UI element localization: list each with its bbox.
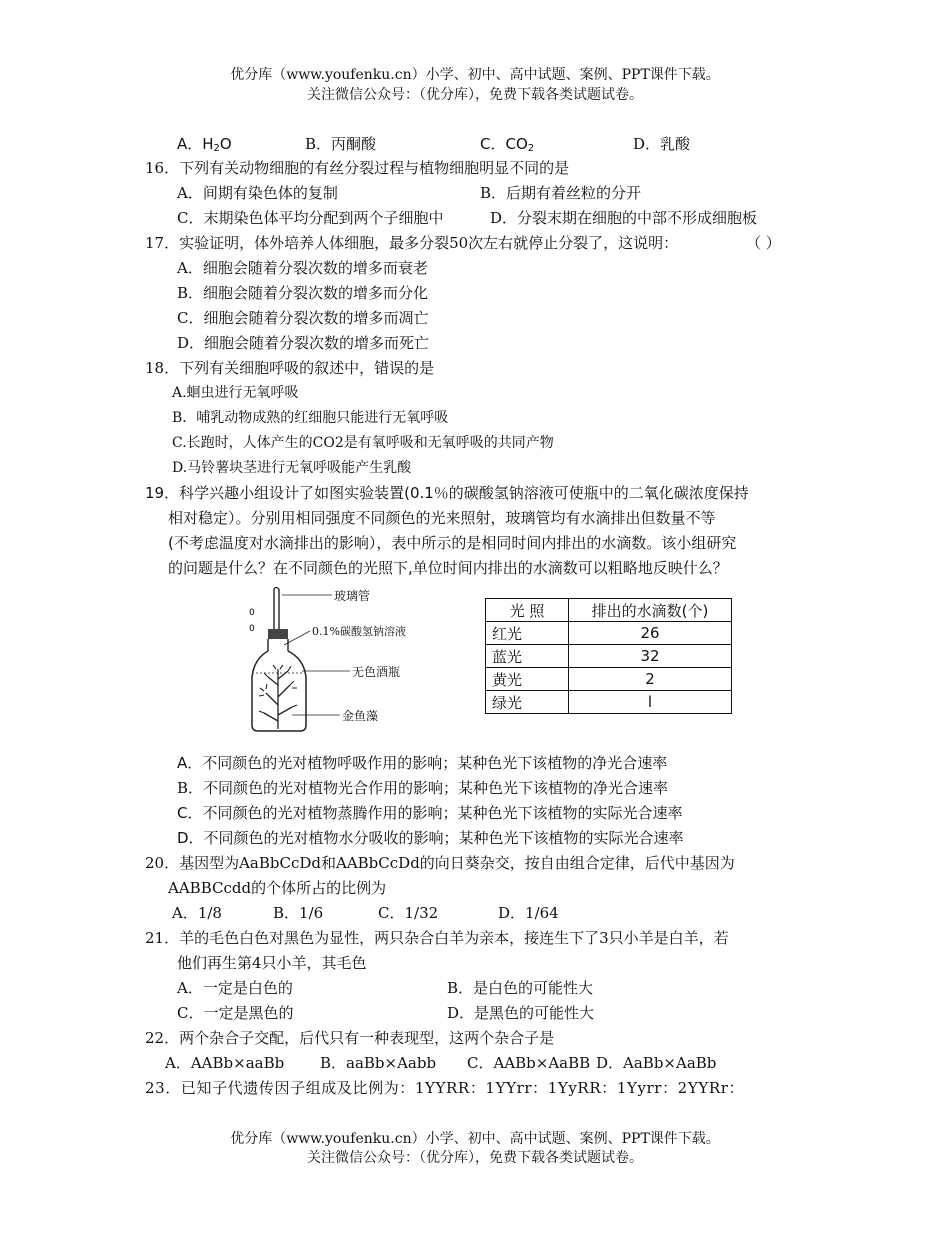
- q19-option-a: A．不同颜色的光对植物呼吸作用的影响；某种色光下该植物的净光合速率: [177, 754, 668, 772]
- q22-option-a: A．AABb×aaBb: [165, 1054, 285, 1072]
- q20-stem-line2: AABBCcdd的个体所占的比例为: [168, 879, 387, 897]
- q17-stem: 17．实验证明，体外培养人体细胞，最多分裂50次左右就停止分裂了，这说明：: [145, 234, 679, 252]
- q22-option-c: C．AABb×AaBB: [467, 1054, 591, 1072]
- table-row: [486, 622, 732, 645]
- q19-light-table: [485, 598, 732, 714]
- page-footer-line2: 关注微信公众号：（优分库），免费下载各类试题试卷。: [307, 1150, 643, 1166]
- q16-option-c: C．末期染色体平均分配到两个子细胞中: [177, 209, 444, 227]
- q16-option-d: D．分裂末期在细胞的中部不形成细胞板: [490, 209, 758, 227]
- q21-option-a: A．一定是白色的: [177, 979, 293, 997]
- table-cell-drops: 32: [569, 645, 732, 668]
- q18-option-c: C.长跑时，人体产生的CO2是有氧呼吸和无氧呼吸的共同产物: [172, 435, 554, 451]
- q15-option-b: B．丙酮酸: [305, 135, 377, 153]
- page-footer-line1: 优分库（www.youfenku.cn）小学、初中、高中试题、案例、PPT课件下载。: [230, 1131, 720, 1147]
- q15-option-d: D．乳酸: [633, 135, 691, 153]
- q17-option-a: A．细胞会随着分裂次数的增多而衰老: [177, 259, 428, 277]
- q17-option-c: C．细胞会随着分裂次数的增多而凋亡: [177, 309, 429, 327]
- q20-option-d: D．1/64: [498, 904, 559, 922]
- q20-option-c: C．1/32: [378, 904, 439, 922]
- q21-option-b: B．是白色的可能性大: [447, 979, 594, 997]
- q19-option-d: D．不同颜色的光对植物水分吸收的影响；某种色光下该植物的实际光合速率: [177, 829, 684, 847]
- q18-option-b: B．哺乳动物成熟的红细胞只能进行无氧呼吸: [172, 410, 449, 426]
- label-glass-tube: 玻璃管: [334, 589, 371, 603]
- label-sodium-bicarbonate-solution: 0.1%碳酸氢钠溶液: [312, 625, 406, 638]
- table-cell-drops: l: [569, 691, 732, 714]
- label-hornwort-plant: 金鱼藻: [342, 709, 379, 723]
- q19-stem-line4: 的问题是什么？在不同颜色的光照下,单位时间内排出的水滴数可以粗略地反映什么？: [168, 559, 728, 577]
- q21-option-d: D．是黑色的可能性大: [447, 1004, 595, 1022]
- q17-option-b: B．细胞会随着分裂次数的增多而分化: [177, 284, 429, 302]
- q19-stem-line1: 19．科学兴趣小组设计了如图实验装置(0.1％的碳酸氢钠溶液可使瓶中的二氧化碳浓度保持: [145, 484, 749, 502]
- q15-option-c: C．$CO_2$: [480, 135, 535, 154]
- q19-stem-line3: (不考虑温度对水滴排出的影响），表中所示的是相同时间内排出的水滴数。该小组研究: [168, 534, 737, 552]
- q19-stem-line2: 相对稳定）。分别用相同强度不同颜色的光来照射，玻璃管均有水滴排出但数量不等: [168, 509, 716, 527]
- q15-option-a: A．$H_2O$: [177, 135, 232, 154]
- q16-option-a: A．间期有染色体的复制: [177, 184, 338, 202]
- q20-option-b: B．1/6: [273, 904, 324, 922]
- table-cell-drops: 2: [569, 668, 732, 691]
- q20-stem-line1: 20．基因型为AaBbCcDd和AABbCcDd的向日葵杂交，按自由组合定律，后代中基因为: [145, 854, 735, 872]
- q18-option-a: A.蛔虫进行无氧呼吸: [172, 385, 299, 401]
- q21-stem-line2: 他们再生第4只小羊，其毛色: [177, 954, 367, 972]
- table-row: [486, 691, 732, 714]
- q19-option-b: B．不同颜色的光对植物光合作用的影响；某种色光下该植物的净光合速率: [177, 779, 669, 797]
- q17-option-d: D．细胞会随着分裂次数的增多而死亡: [177, 334, 430, 352]
- q17-answer-blank: （ ）: [746, 234, 781, 252]
- table-header-row: [486, 599, 732, 622]
- table-row: [486, 668, 732, 691]
- svg-text:0: 0: [249, 624, 255, 634]
- page-header-line1: 优分库（www.youfenku.cn）小学、初中、高中试题、案例、PPT课件下载。: [230, 67, 720, 83]
- q18-stem: 18．下列有关细胞呼吸的叙述中，错误的是: [145, 359, 435, 377]
- q21-option-c: C．一定是黑色的: [177, 1004, 294, 1022]
- table-header-drops: 排出的水滴数(个): [569, 599, 732, 622]
- q16-option-b: B．后期有着丝粒的分开: [480, 184, 642, 202]
- table-cell-light: 蓝光: [486, 645, 569, 668]
- q21-stem-line1: 21．羊的毛色白色对黑色为显性，两只杂合白羊为亲本，接连生下了3只小羊是白羊，若: [145, 929, 729, 947]
- table-cell-light: 红光: [486, 622, 569, 645]
- table-row: [486, 645, 732, 668]
- q22-stem: 22．两个杂合子交配，后代只有一种表现型，这两个杂合子是: [145, 1029, 555, 1047]
- svg-text:0: 0: [249, 608, 255, 618]
- q19-option-c: C．不同颜色的光对植物蒸腾作用的影响；某种色光下该植物的实际光合速率: [177, 804, 683, 822]
- table-cell-drops: 26: [569, 622, 732, 645]
- page-header-line2: 关注微信公众号：（优分库），免费下载各类试题试卷。: [307, 87, 643, 103]
- q20-option-a: A．1/8: [172, 904, 222, 922]
- q23-stem: 23．已知子代遗传因子组成及比例为：1YYRR：1YYrr：1YyRR：1Yyrr：2YYRr：: [145, 1079, 745, 1097]
- table-cell-light: 绿光: [486, 691, 569, 714]
- q22-option-d: D．AaBb×AaBb: [596, 1054, 717, 1072]
- q22-option-b: B．aaBb×Aabb: [320, 1054, 437, 1072]
- label-colorless-bottle: 无色酒瓶: [352, 665, 401, 679]
- q18-option-d: D.马铃薯块茎进行无氧呼吸能产生乳酸: [172, 460, 412, 476]
- table-header-light: 光 照: [486, 599, 569, 622]
- q19-experiment-figure: [240, 585, 470, 735]
- table-cell-light: 黄光: [486, 668, 569, 691]
- q16-stem: 16．下列有关动物细胞的有丝分裂过程与植物细胞明显不同的是: [145, 159, 570, 177]
